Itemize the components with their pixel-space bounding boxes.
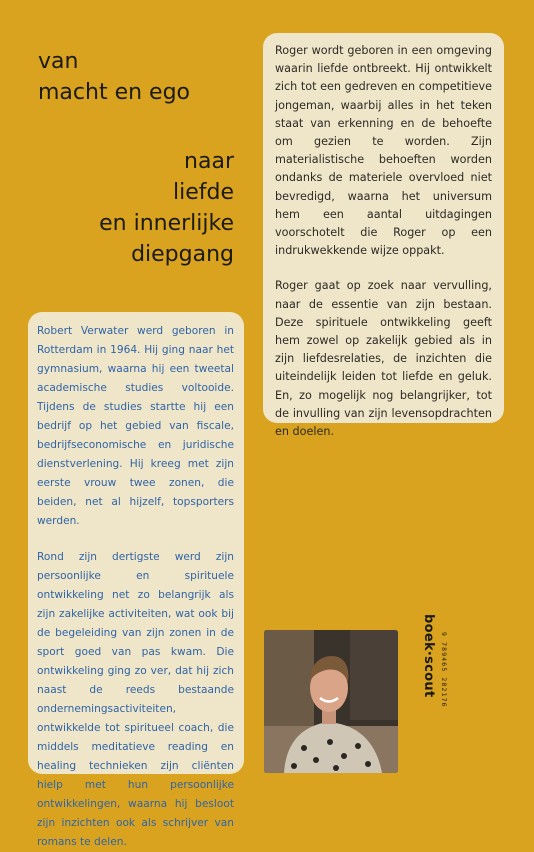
author-bio-paragraph-1: Robert Verwater werd geboren in Rotterdam in 1964. Hij ging naar het gymnasium, waarna hij een tweetal academische studies voltooide. Tijdens de studies startte hij een bedrijf op het gebied van fiscale, bedrijfseconomische en juridische dienstverlening. Hij kreeg met zijn eerste vrouw twee zonen, die beiden, net al hijzelf, topsporters werden. (37, 325, 234, 527)
blurb-paragraph-2: Roger gaat op zoek naar vervulling, naar de essentie van zijn bestaan. Deze spirituele ontwikkeling geeft hem zowel op zakelijk gebied als in zijn liefdesrelaties, de inzichten die uiteindelijk leiden tot liefde en geluk. En, zo mogelijk nog belangrijker, tot de invulling van zijn levensopdrachten en doelen. (275, 279, 492, 439)
subtitle-line-3: en innerlijke (99, 211, 234, 236)
blurb-paragraph-1: Roger wordt geboren in een omgeving waarin liefde ontbreekt. Hij ontwikkelt zich tot een gedreven en competitieve jongeman, waarbij alles in het teken staat van erkenning en de behoefte om gezien te worden. Zijn materialistische behoeften worden ondanks de materiele overvloed niet bevredigd, waarna het universum hem een aantal uitdagingen voorschotelt die Roger op een indrukwekkende wijze oppakt. (275, 44, 492, 258)
author-bio-paragraph-2: Rond zijn dertigste werd zijn persoonlijke en spirituele ontwikkeling net zo belangrijk als zijn zakelijke activiteiten, wat ook bij de begeleiding van zijn zonen in de sport goed van pas kwam. Die ontwikkeling ging zo ver, dat hij zich naast de reeds bestaande ondernemingsactiviteiten, ontwikkelde tot spiritueel coach, die middels meditatieve reading en healing technieken zijn cliënten hielp met hun persoonlijke ontwikkelingen, waarna hij besloot zijn inzichten ook als schrijver van romans te delen. (37, 551, 234, 848)
title-line-1: van (38, 49, 79, 74)
blurb-panel (263, 33, 504, 439)
subtitle-line-1: naar (184, 149, 234, 174)
subtitle-line-2: liefde (172, 180, 234, 205)
title (38, 46, 248, 108)
author-photo (264, 630, 398, 773)
subtitle-line-4: diepgang (131, 242, 234, 267)
subtitle (14, 146, 234, 270)
isbn-number: 9 789465 282176 (440, 632, 448, 708)
title-line-2: macht en ego (38, 80, 191, 105)
publisher-logo: boek·scout (421, 614, 436, 698)
author-bio-panel (28, 312, 244, 848)
